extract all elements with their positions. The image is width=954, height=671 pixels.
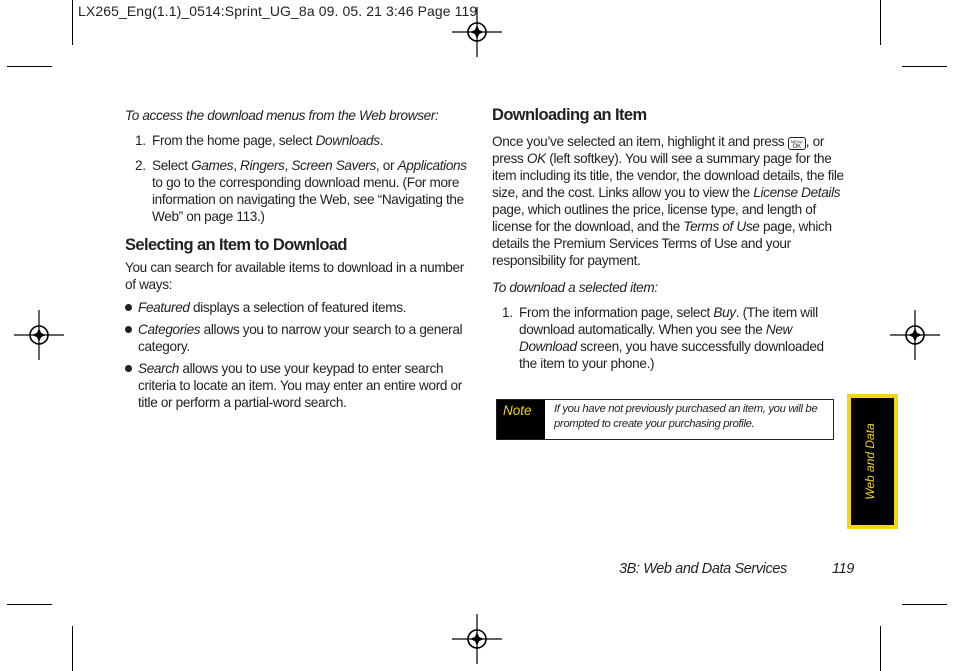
step-text: , (284, 158, 292, 173)
bullet-icon (125, 304, 132, 311)
procedure-intro: To access the download menus from the Web browser: (125, 108, 439, 123)
step-text: Select (152, 158, 192, 173)
step-2 (125, 157, 473, 225)
crop-mark (902, 604, 947, 605)
key-label: MENU (790, 139, 803, 144)
step-number: 2. (135, 158, 146, 173)
menu-term: OK (526, 151, 546, 166)
note-text: If you have not previously purchased an item, you will be prompted to create your purchasing profile. (554, 403, 818, 430)
menu-ok-key-icon (788, 137, 806, 150)
body-paragraph (492, 133, 844, 269)
print-slug: LX265_Eng(1.1)_0514:Sprint_UG_8a 09. 05. 21 3:46 Page 119 (78, 3, 478, 19)
right-column (492, 107, 844, 380)
menu-term: Featured (138, 300, 190, 315)
footer-section-title: 3B: Web and Data Services (619, 561, 787, 577)
menu-term: Terms of Use (683, 219, 760, 234)
menu-term: Ringers (240, 158, 285, 173)
menu-term: Search (138, 361, 179, 376)
body-paragraph: You can search for available items to download in a number of ways: (125, 260, 464, 292)
bullet-text: allows you to use your keypad to enter search criteria to locate an item. You may enter an entire word or title or perform a partial-word search. (138, 361, 462, 410)
para-text: , or press (492, 134, 825, 166)
menu-term: Screen Savers (291, 158, 376, 173)
section-heading: Selecting an Item to Download (125, 236, 347, 254)
step-text: , or (375, 158, 398, 173)
crop-mark (902, 66, 947, 67)
menu-term: Games (191, 158, 234, 173)
step-1 (125, 132, 473, 149)
menu-term: Categories (138, 322, 201, 337)
step-number: 1. (502, 305, 513, 320)
list-item (125, 299, 473, 316)
menu-term: Downloads (315, 133, 380, 148)
para-text: Once you’ve selected an item, highlight it and press (492, 134, 788, 149)
crop-mark (72, 626, 73, 671)
note-box (496, 399, 834, 440)
list-item (125, 321, 473, 355)
para-text: page, which outlines the price, license type, and length of license for the download, and the (492, 202, 816, 234)
bullet-icon (125, 326, 132, 333)
registration-mark-icon (890, 310, 940, 360)
step-text: . (379, 133, 384, 148)
crop-mark (72, 0, 73, 45)
step-text: From the information page, select (519, 305, 714, 320)
para-text: page, which details the Premium Services Terms of Use and your responsibility for payment. (492, 219, 832, 268)
chapter-tab-inner (851, 398, 894, 525)
procedure-intro: To download a selected item: (492, 280, 658, 295)
crop-mark (7, 604, 52, 605)
key-label: OK (792, 144, 802, 150)
bullet-icon (125, 365, 132, 372)
step-1 (492, 304, 844, 372)
step-text: From the home page, select (152, 133, 316, 148)
menu-term: Buy (713, 305, 736, 320)
registration-mark-icon (14, 310, 64, 360)
para-text: (left softkey). You will see a summary page for the item including its title, the vendor, the download details, the file size, and the cost. Links allow you to view the (492, 151, 844, 200)
bullet-text: displays a selection of featured items. (189, 300, 407, 315)
registration-mark-icon (452, 7, 502, 57)
left-column (125, 107, 473, 416)
section-heading: Downloading an Item (492, 106, 647, 124)
step-text: , (233, 158, 241, 173)
step-text: to go to the corresponding download menu. (For more information on navigating the Web, see “Navigating the Web” on page 113.) (152, 175, 464, 224)
note-label: Note (497, 400, 545, 439)
list-item (125, 360, 473, 411)
registration-mark-icon (452, 614, 502, 664)
crop-mark (880, 626, 881, 671)
chapter-tab-label: Web and Data (863, 423, 877, 500)
menu-term: License Details (753, 185, 841, 200)
page-number: 119 (832, 561, 854, 577)
chapter-tab (847, 394, 898, 529)
crop-mark (7, 66, 52, 67)
menu-term: Applications (397, 158, 467, 173)
step-text: screen, you have successfully downloaded the item to your phone.) (519, 339, 824, 371)
step-text: . (The item will download automatically. When you see the (519, 305, 818, 337)
menu-term: New Download (519, 322, 793, 354)
bullet-text: allows you to narrow your search to a general category. (138, 322, 463, 354)
crop-mark (880, 0, 881, 45)
step-number: 1. (135, 133, 146, 148)
